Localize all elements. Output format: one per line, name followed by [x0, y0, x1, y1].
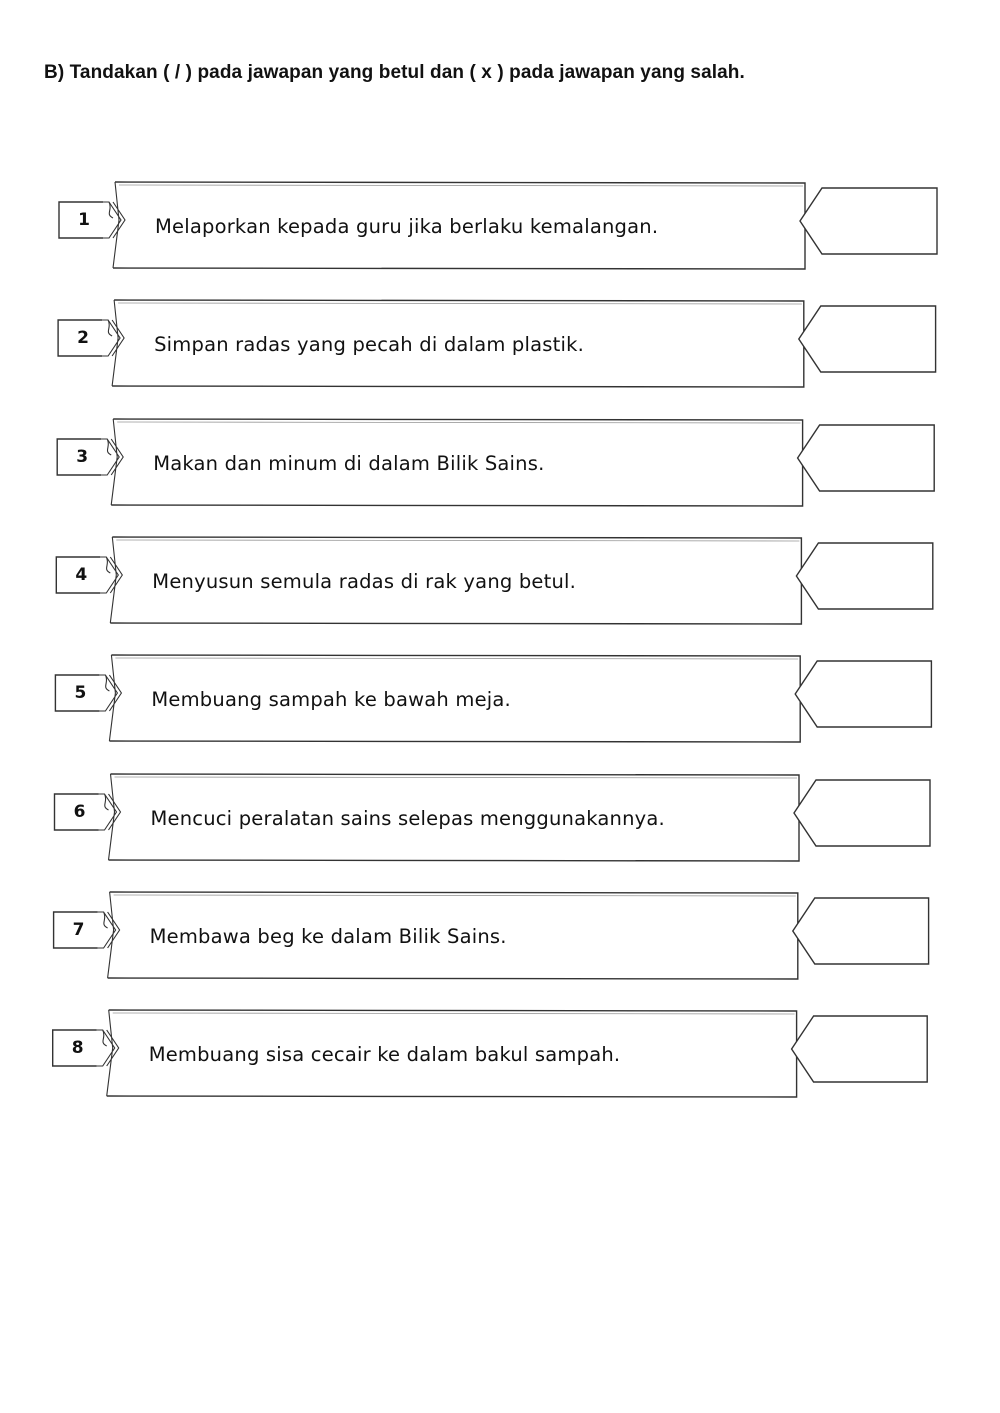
statement-box-inner-line	[117, 422, 800, 423]
item-number: 6	[73, 801, 86, 822]
statement-row	[0, 298, 1000, 394]
statement-box-inner-line	[115, 658, 798, 659]
statement-text: Melaporkan kepada guru jika berlaku kemalangan.	[155, 215, 659, 238]
answer-box[interactable]	[792, 1016, 928, 1082]
statement-text: Menyusun semula radas di rak yang betul.	[152, 569, 577, 593]
statement-text: Membuang sampah ke bawah meja.	[151, 688, 511, 712]
item-number: 3	[76, 446, 89, 467]
statement-text: Simpan radas yang pecah di dalam plastik.	[154, 333, 584, 357]
statement-row	[0, 1008, 1000, 1104]
answer-box[interactable]	[794, 780, 930, 846]
statement-text: Mencuci peralatan sains selepas menggunakannya.	[150, 806, 665, 830]
statement-row	[0, 890, 1000, 986]
statement-row	[0, 417, 1000, 513]
answer-box[interactable]	[800, 188, 937, 254]
statement-box-inner-line	[119, 185, 803, 186]
statement-row	[0, 772, 1000, 868]
item-number: 2	[77, 328, 90, 349]
statement-row	[0, 535, 1000, 631]
item-number: 4	[75, 564, 88, 585]
answer-box[interactable]	[799, 306, 936, 372]
statement-text: Makan dan minum di dalam Bilik Sains.	[153, 451, 545, 475]
answer-box[interactable]	[796, 543, 932, 609]
statement-box-inner-line	[113, 1013, 795, 1014]
item-number: 1	[78, 210, 90, 230]
item-number: 8	[71, 1038, 84, 1059]
statement-text: Membawa beg ke dalam Bilik Sains.	[149, 924, 507, 948]
answer-box[interactable]	[793, 898, 929, 964]
statement-box-inner-line	[114, 895, 796, 896]
statement-box-inner-line	[116, 540, 799, 541]
instruction-text: B) Tandakan ( / ) pada jawapan yang betul dan ( x ) pada jawapan yang salah.	[44, 62, 745, 83]
statement-box-inner-line	[115, 777, 798, 778]
item-number: 5	[74, 683, 87, 704]
statement-text: Membuang sisa cecair ke dalam bakul sampah.	[148, 1043, 621, 1067]
statement-row	[0, 653, 1000, 749]
answer-box[interactable]	[795, 661, 931, 727]
item-number: 7	[72, 919, 85, 940]
answer-box[interactable]	[798, 425, 935, 491]
statement-box-inner-line	[118, 303, 802, 304]
statement-row	[0, 180, 1000, 276]
